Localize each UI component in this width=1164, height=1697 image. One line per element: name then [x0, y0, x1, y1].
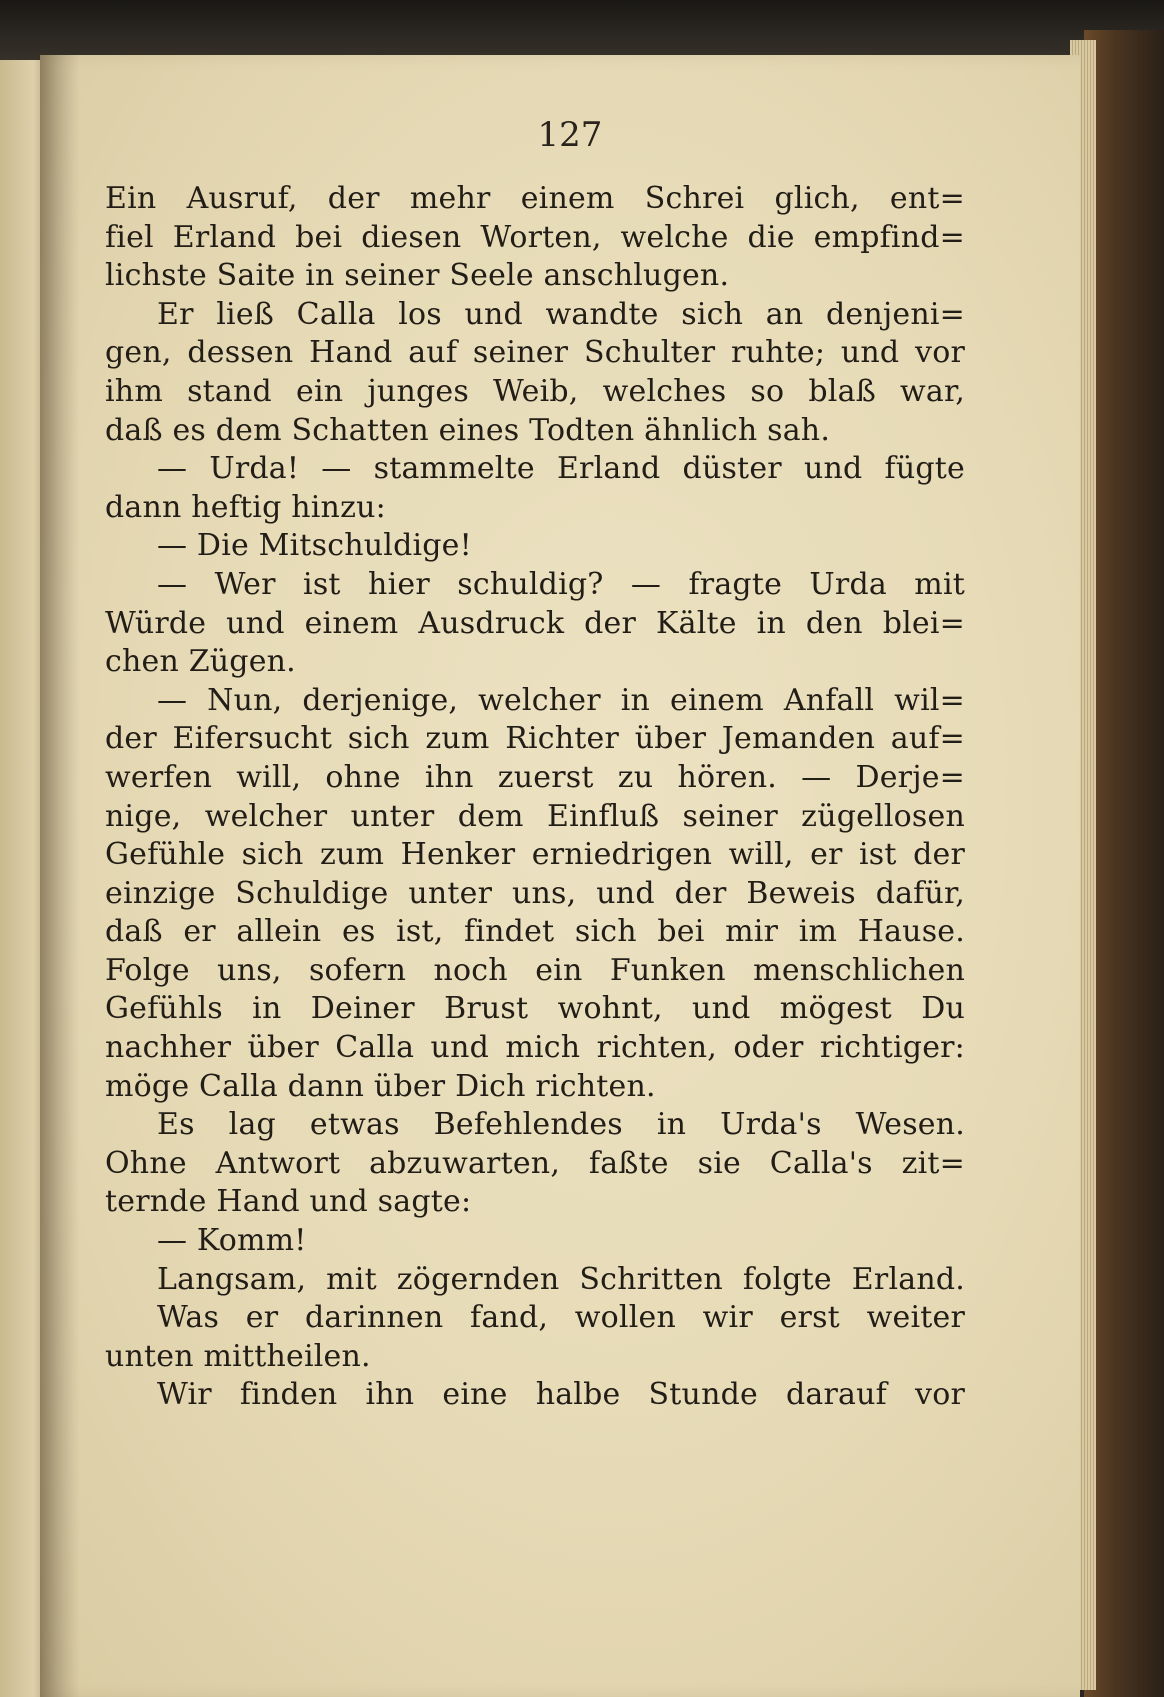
- text-line: ternde Hand und sagte:: [105, 1184, 472, 1220]
- gutter-shadow: [40, 55, 80, 1697]
- text-line: Was er darinnen fand, wollen wir erst weiter: [157, 1300, 965, 1336]
- text-line: einzige Schuldige unter uns, und der Beweis dafür,: [105, 875, 965, 911]
- text-line: — Wer ist hier schuldig? — fragte Urda mit: [157, 566, 965, 602]
- text-line: werfen will, ohne ihn zuerst zu hören. — Derje=: [105, 759, 965, 795]
- text-line: — Nun, derjenige, welcher in einem Anfall wil=: [157, 682, 965, 718]
- text-line: chen Zügen.: [105, 644, 296, 680]
- text-line: nige, welcher unter dem Einfluß seiner zügellosen: [105, 798, 965, 834]
- text-line: — Die Mitschuldige!: [157, 528, 472, 564]
- text-line: Gefühls in Deiner Brust wohnt, und mögest Du: [105, 991, 965, 1027]
- text-line: — Urda! — stammelte Erland düster und fügte: [157, 451, 965, 487]
- text-line: Ein Ausruf, der mehr einem Schrei glich, ent=: [105, 181, 965, 216]
- text-line: fiel Erland bei diesen Worten, welche die empfind=: [105, 219, 965, 255]
- text-line: Wir finden ihn eine halbe Stunde darauf vor: [157, 1377, 965, 1413]
- text-line: dann heftig hinzu:: [105, 489, 386, 525]
- text-line: möge Calla dann über Dich richten.: [105, 1068, 656, 1104]
- text-line: Gefühle sich zum Henker erniedrigen will, er ist der: [105, 837, 965, 873]
- text-line: Langsam, mit zögernden Schritten folgte Erland.: [157, 1261, 965, 1297]
- text-line: daß er allein es ist, findet sich bei mir im Hause.: [105, 914, 965, 950]
- text-line: der Eifersucht sich zum Richter über Jemanden auf=: [105, 721, 965, 757]
- text-line: ihm stand ein junges Weib, welches so blaß war,: [105, 373, 965, 409]
- text-line: gen, dessen Hand auf seiner Schulter ruhte; und vor: [105, 335, 965, 371]
- text-line: nachher über Calla und mich richten, oder richtiger:: [105, 1030, 965, 1066]
- text-line: Ohne Antwort abzuwarten, faßte sie Calla's zit=: [105, 1145, 965, 1181]
- text-line: lichste Saite in seiner Seele anschlugen.: [105, 258, 730, 294]
- text-line: Er ließ Calla los und wandte sich an denjeni=: [157, 296, 965, 332]
- page-number: 127: [537, 115, 603, 155]
- book-page: [40, 55, 1080, 1697]
- text-line: unten mittheilen.: [105, 1338, 371, 1374]
- text-line: — Komm!: [157, 1223, 307, 1259]
- text-line: Würde und einem Ausdruck der Kälte in den blei=: [105, 605, 965, 641]
- book-cover-right: [1084, 30, 1164, 1697]
- text-line: daß es dem Schatten eines Todten ähnlich sah.: [105, 412, 831, 448]
- text-line: Folge uns, sofern noch ein Funken menschlichen: [105, 952, 965, 988]
- text-line: Es lag etwas Befehlendes in Urda's Wesen.: [157, 1107, 965, 1143]
- page-text: [105, 180, 965, 1415]
